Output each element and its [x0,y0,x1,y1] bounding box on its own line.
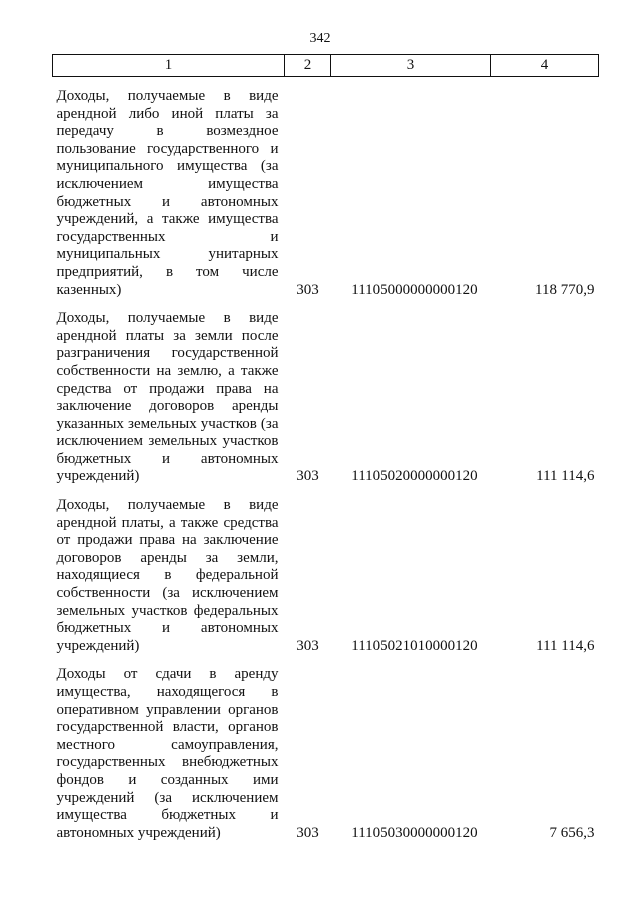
row-code: 303 [296,637,319,654]
row-description: Доходы, получаемые в виде арендной либо иной платы за передачу в возмездное пользование государственного и муниципального имущества (за исключением имущества бюджетных и автономных учреждений, а также имущества государственных и муниципальных унитарных предприятий, в том числе казенных) [56,88,279,298]
table-row [53,88,599,299]
row-budget-code: 11105030000000120 [351,824,478,841]
column-header-3: 3 [331,55,491,77]
row-description: Доходы, получаемые в виде арендной платы за земли после разграничения государственной собственности на землю, а также средства от продажи права на заключение договоров аренды указанных земельных участков (за исключением земельных участков бюджетных и автономных учреждений) [56,310,279,485]
table-row [53,666,599,842]
row-description: Доходы, получаемые в виде арендной платы, а также средства от продажи права на заключение договоров аренды за земли, находящиеся в федеральной собственности (за исключением земельных участков федеральных бюджетных и автономных учреждений) [56,497,279,654]
row-budget-code: 11105020000000120 [351,468,478,485]
row-amount: 7 656,3 [549,824,595,841]
row-budget-code: 11105000000000120 [351,281,478,298]
row-amount: 118 770,9 [535,281,595,298]
page-number: 342 [309,31,331,46]
table-header-row [53,55,599,77]
revenue-table [52,54,599,842]
row-code: 303 [296,824,319,841]
row-budget-code: 11105021010000120 [351,637,478,654]
table-row [53,310,599,486]
row-amount: 111 114,6 [536,637,595,654]
row-code: 303 [296,281,319,298]
row-amount: 111 114,6 [536,468,595,485]
column-header-4: 4 [491,55,599,77]
column-header-1: 1 [53,55,285,77]
row-code: 303 [296,468,319,485]
row-description: Доходы от сдачи в аренду имущества, находящегося в оперативном управлении органов государственной власти, органов местного самоуправления, государственных внебюджетных фондов и созданных ими учреждений (за исключением имущества бюджетных и автономных учреждений) [56,666,279,841]
table-row [53,497,599,655]
column-header-2: 2 [285,55,331,77]
